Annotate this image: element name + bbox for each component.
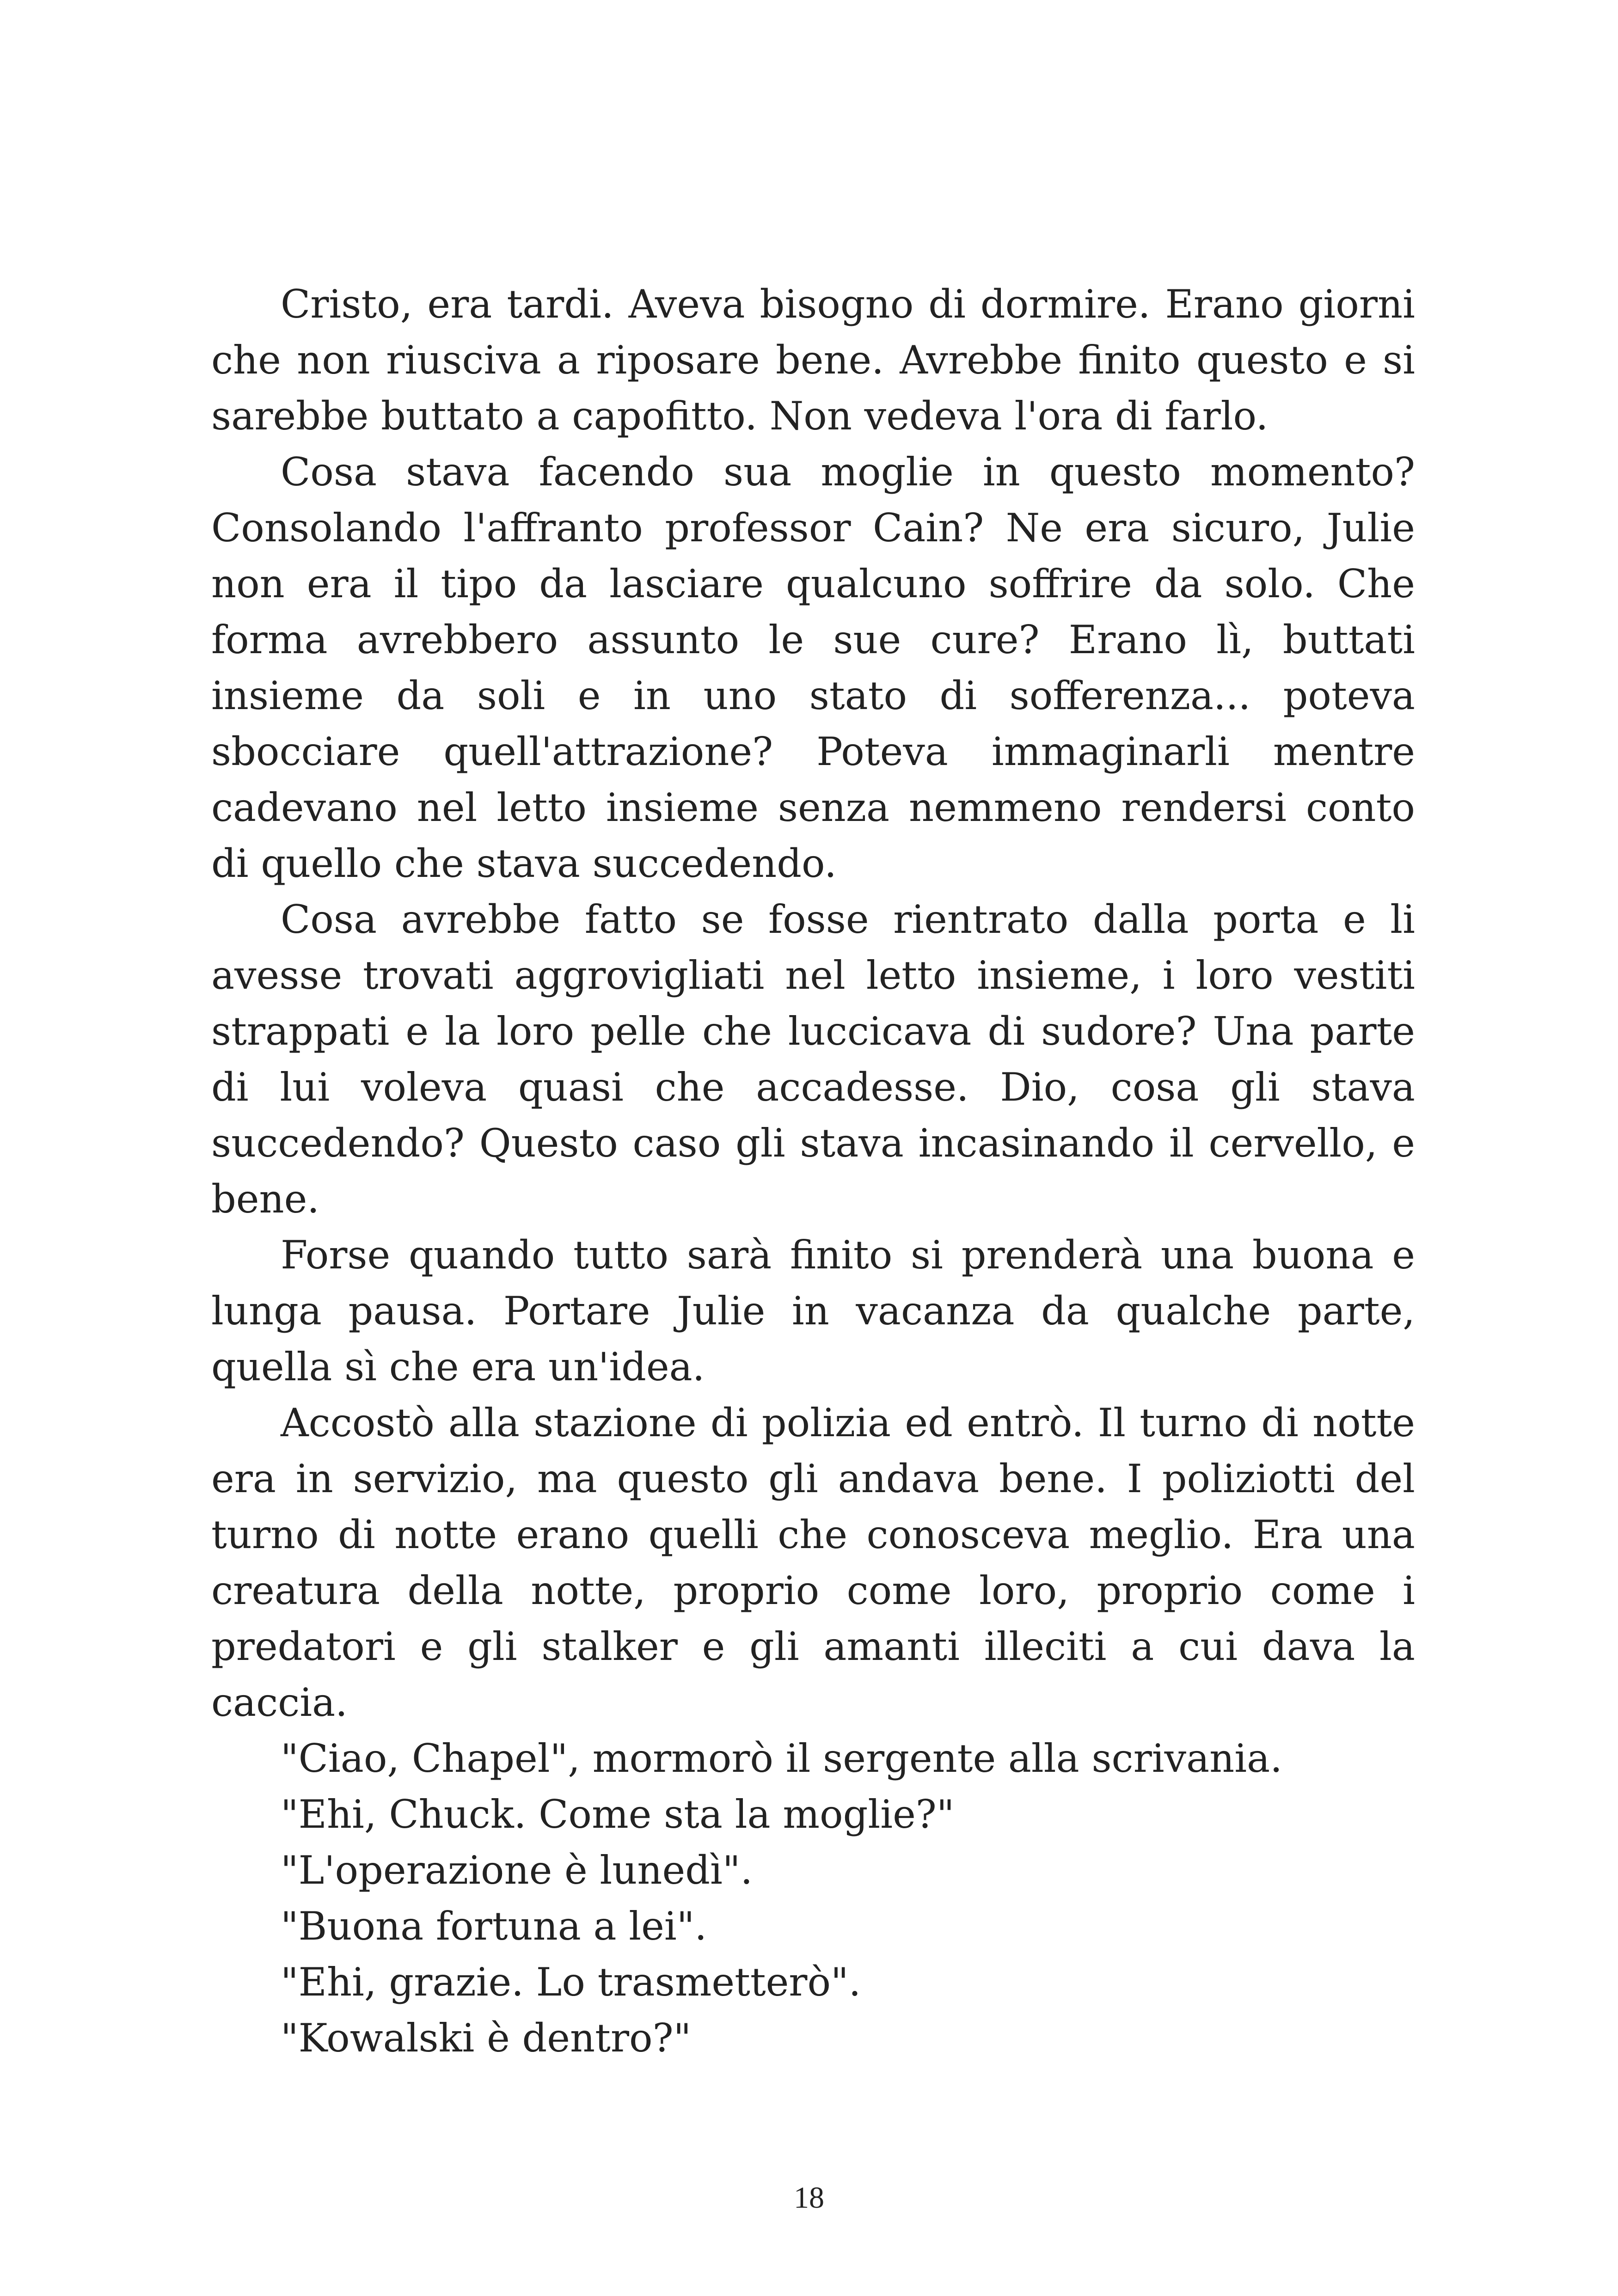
paragraph: Cosa stava facendo sua moglie in questo momento? Consolando l'affranto professor Cain? Ne era sicuro, Julie non era il tipo da lasciare qualcuno soffrire da solo. Che forma avrebbero assunto le sue cure? Erano lì, buttati insieme da soli e in uno stato di sofferenza... poteva sbocciare quell'attrazione? Poteva immaginarli mentre cadevano nel letto insieme senza nemmeno rendersi conto di quello che stava succedendo. — [211, 449, 1415, 886]
dialogue-line: "Kowalski è dentro?" — [281, 2015, 692, 2061]
dialogue-line: "Ehi, Chuck. Come sta la moglie?" — [281, 1792, 955, 1837]
paragraph: Cosa avrebbe fatto se fosse rientrato dalla porta e li avesse trovati aggrovigliati nel letto insieme, i loro vestiti strappati e la loro pelle che luccicava di sudore? Una parte di lui voleva quasi che accadesse. Dio, cosa gli stava succedendo? Questo caso gli stava incasinando il cervello, e bene. — [211, 897, 1415, 1222]
paragraph: Cristo, era tardi. Aveva bisogno di dormire. Erano giorni che non riusciva a riposare bene. Avrebbe finito questo e si sarebbe buttato a capofitto. Non vedeva l'ora di farlo. — [211, 282, 1415, 439]
page-number: 18 — [794, 2181, 824, 2215]
dialogue-line: "Ciao, Chapel", mormorò il sergente alla scrivania. — [281, 1736, 1282, 1781]
dialogue-line: "Buona fortuna a lei". — [281, 1904, 707, 1949]
dialogue-line: "L'operazione è lunedì". — [281, 1848, 753, 1893]
dialogue-line: "Ehi, grazie. Lo trasmetterò". — [281, 1959, 861, 2005]
body-text — [211, 276, 1415, 2066]
paragraph: Forse quando tutto sarà finito si prenderà una buona e lunga pausa. Portare Julie in vacanza da qualche parte, quella sì che era un'idea. — [211, 1232, 1415, 1390]
paragraph: Accostò alla stazione di polizia ed entrò. Il turno di notte era in servizio, ma questo gli andava bene. I poliziotti del turno di notte erano quelli che conosceva meglio. Era una creatura della notte, proprio come loro, proprio come i predatori e gli stalker e gli amanti illeciti a cui dava la caccia. — [211, 1400, 1415, 1725]
